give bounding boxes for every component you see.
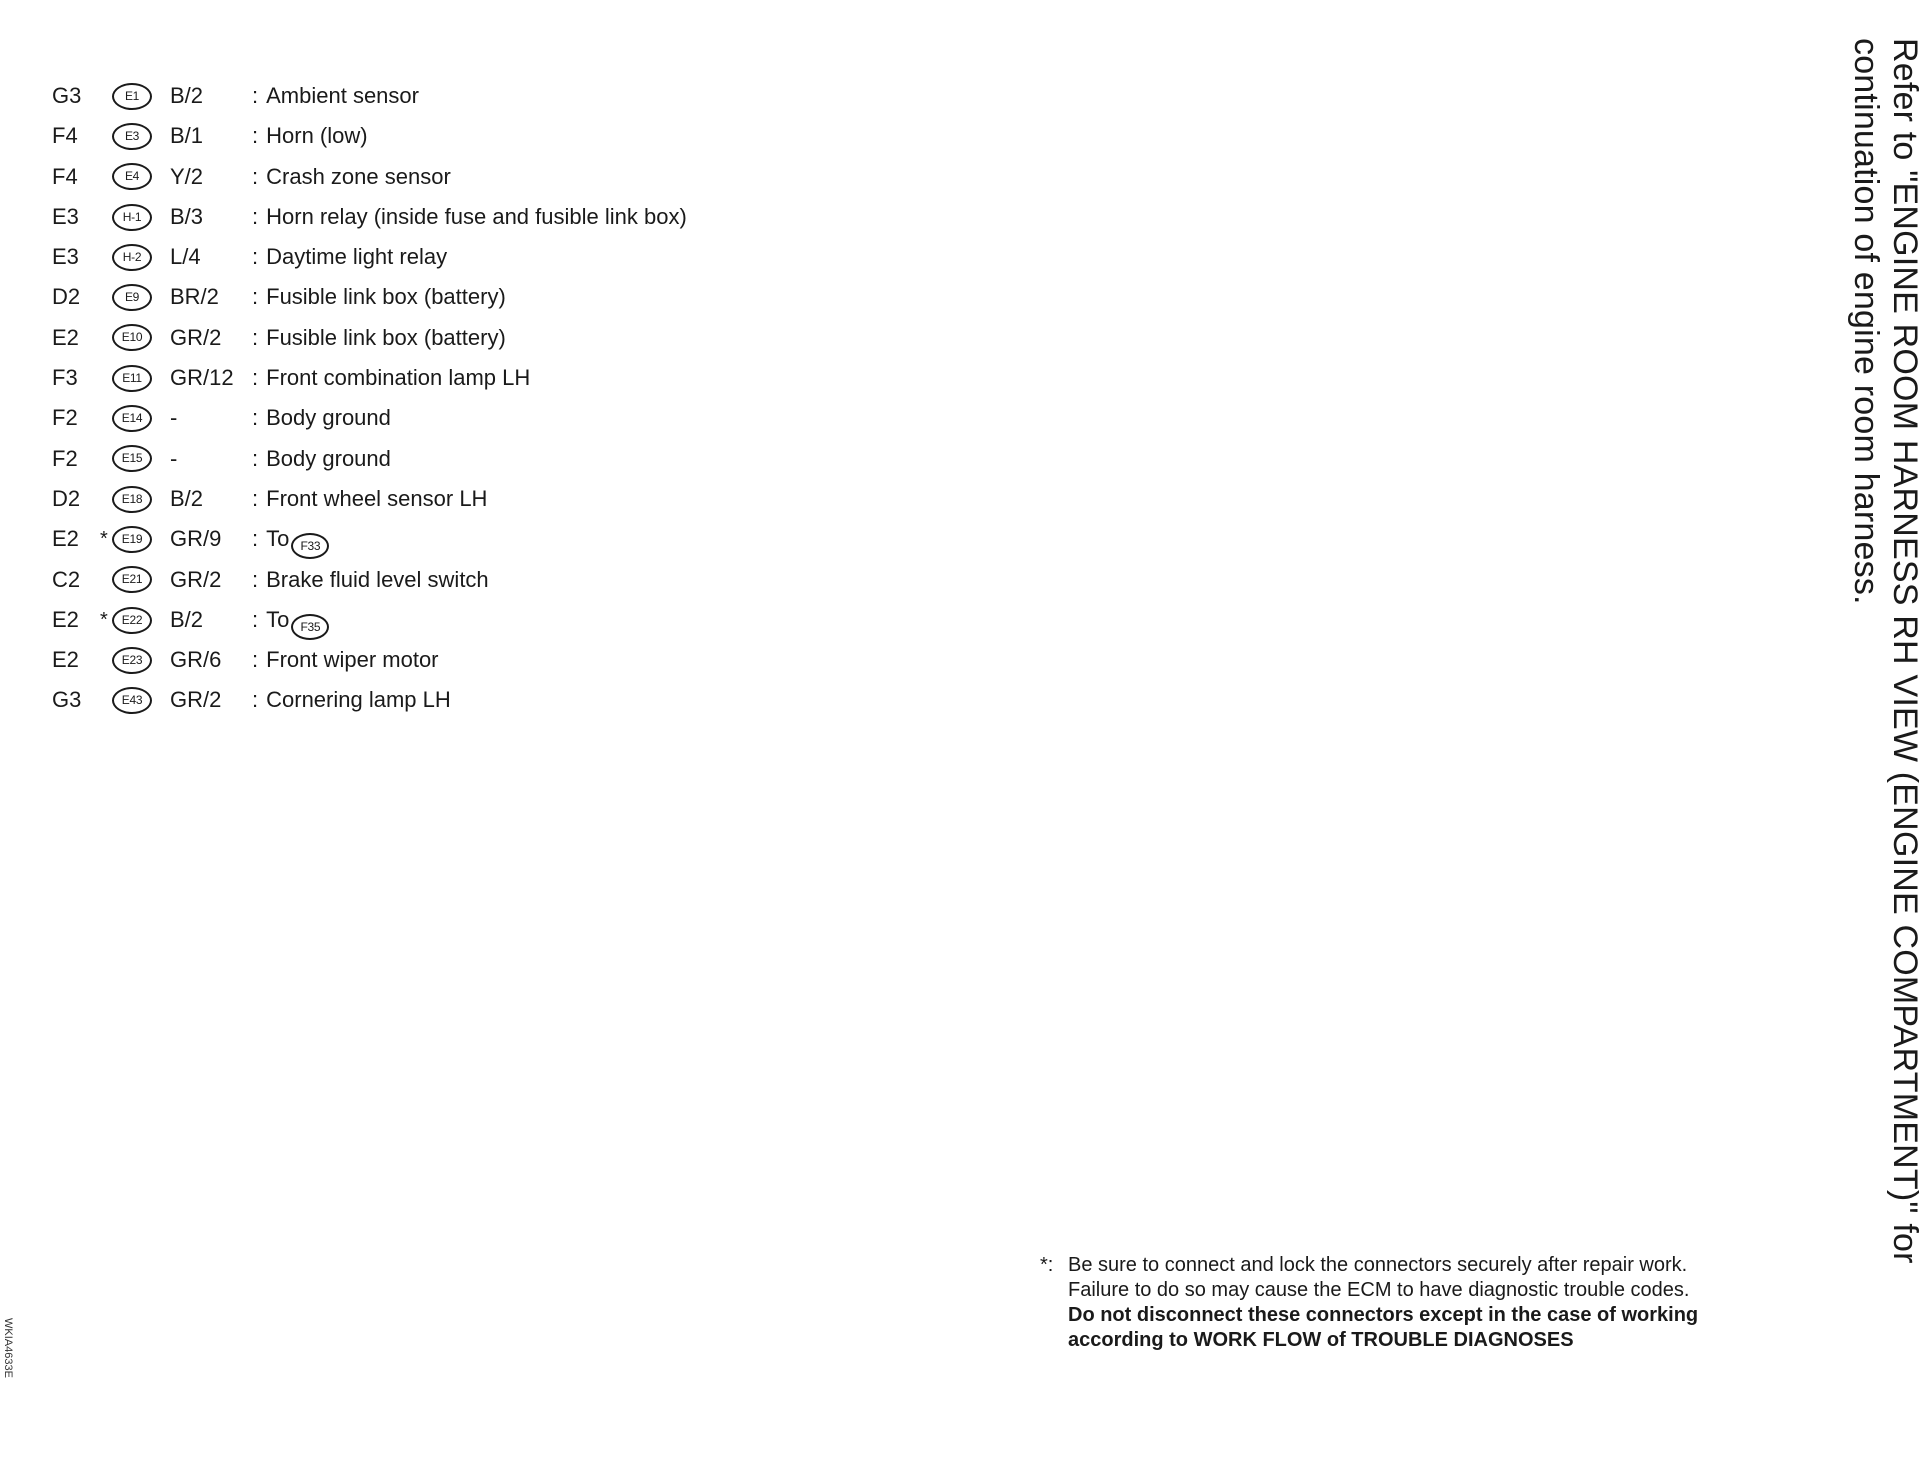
connector-badge-cell <box>112 81 152 110</box>
connector-description: Brake fluid level switch <box>266 566 489 592</box>
continuation-note: Refer to "ENGINE ROOM HARNESS RH VIEW (ENGINE COMPARTMENT)" for continuation of engine room harness. <box>1847 38 1924 1264</box>
connector-description-cell <box>252 485 487 513</box>
connector-badge-cell <box>112 605 152 634</box>
connector-description: Horn (low) <box>266 123 368 149</box>
colon-separator: : <box>252 606 259 632</box>
connector-row <box>52 199 812 239</box>
connector-number-badge: E43 <box>112 687 152 714</box>
connector-row <box>52 602 812 642</box>
target-connector-badge: F35 <box>291 614 329 640</box>
asterisk-marker: * <box>100 528 108 551</box>
connector-number-badge: E11 <box>112 365 152 392</box>
figure-id: WKIA4633E <box>2 1318 14 1378</box>
wire-color: GR/2 <box>170 687 222 713</box>
connector-badge-cell <box>112 685 152 714</box>
wire-color: GR/12 <box>170 365 234 391</box>
connector-row <box>52 642 812 682</box>
target-connector-badge: F33 <box>291 533 329 559</box>
wire-color: BR/2 <box>170 284 219 310</box>
grid-reference: F4 <box>52 163 78 189</box>
connector-description: Daytime light relay <box>266 244 448 270</box>
connector-row <box>52 239 812 279</box>
connector-description: Front wiper motor <box>266 647 439 673</box>
grid-reference: G3 <box>52 83 82 108</box>
wire-color: B/2 <box>170 83 204 108</box>
connector-description-cell <box>252 122 368 150</box>
colon-separator: : <box>252 83 259 108</box>
connector-description-cell <box>252 445 391 473</box>
connector-description-cell <box>252 525 329 559</box>
connector-description: Fusible link box (battery) <box>266 284 506 310</box>
connector-row <box>52 320 812 360</box>
wire-color: GR/6 <box>170 647 222 673</box>
grid-reference: E2 <box>52 324 79 350</box>
connector-number-badge: E23 <box>112 647 152 674</box>
wire-color: - <box>170 405 178 431</box>
colon-separator: : <box>252 405 259 431</box>
connector-description: Ambient sensor <box>266 83 419 108</box>
connector-row <box>52 159 812 199</box>
colon-separator: : <box>252 485 259 511</box>
wire-color: B/2 <box>170 606 204 632</box>
connector-description-cell <box>252 203 687 231</box>
wire-color: L/4 <box>170 244 201 270</box>
colon-separator: : <box>252 244 259 270</box>
connector-number-badge: E15 <box>112 445 152 472</box>
connector-description: Cornering lamp LH <box>266 687 451 713</box>
connector-badge-cell <box>112 363 152 392</box>
connector-description: To <box>266 526 290 552</box>
grid-reference: E3 <box>52 244 79 270</box>
grid-reference: E2 <box>52 526 79 552</box>
connector-badge-cell <box>112 403 152 432</box>
grid-reference: F3 <box>52 365 78 391</box>
colon-separator: : <box>252 365 259 391</box>
connector-badge-cell <box>112 242 152 271</box>
grid-reference: F2 <box>52 405 78 431</box>
colon-separator: : <box>252 324 259 350</box>
colon-separator: : <box>252 163 259 189</box>
connector-number-badge: E9 <box>112 284 152 311</box>
grid-reference: D2 <box>52 485 81 511</box>
connector-description-cell <box>252 283 506 311</box>
connector-description-cell <box>252 364 530 392</box>
connector-description: Body ground <box>266 405 391 431</box>
connector-description: Horn relay (inside fuse and fusible link box) <box>266 203 687 229</box>
footnote-line-3: Do not disconnect these connectors except in the case of working <box>1068 1304 1699 1326</box>
connector-number-badge: H-1 <box>112 204 152 231</box>
grid-reference: F2 <box>52 445 78 471</box>
connector-row <box>52 400 812 440</box>
connector-description-cell <box>252 243 447 271</box>
connector-number-badge: E10 <box>112 324 152 351</box>
colon-separator: : <box>252 123 259 149</box>
colon-separator: : <box>252 284 259 310</box>
wire-color: GR/2 <box>170 324 222 350</box>
wire-color: GR/9 <box>170 526 222 552</box>
grid-reference: E2 <box>52 647 79 673</box>
connector-description: To <box>266 606 290 632</box>
connector-badge-cell <box>112 323 152 352</box>
connector-number-badge: E22 <box>112 607 152 634</box>
wire-color: B/2 <box>170 485 204 511</box>
connector-badge-cell <box>112 484 152 513</box>
connector-footnote <box>1040 1253 1820 1353</box>
wire-color: Y/2 <box>170 163 204 189</box>
connector-number-badge: E21 <box>112 566 152 593</box>
connector-description: Fusible link box (battery) <box>266 324 506 350</box>
connector-row <box>52 481 812 521</box>
connector-number-badge: E14 <box>112 405 152 432</box>
wire-color: B/3 <box>170 203 204 229</box>
grid-reference: E3 <box>52 203 79 229</box>
colon-separator: : <box>252 647 259 673</box>
grid-reference: F4 <box>52 123 78 149</box>
connector-row <box>52 682 812 722</box>
connector-badge-cell <box>112 282 152 311</box>
connector-description-cell <box>252 686 451 714</box>
connector-description-cell <box>252 566 489 594</box>
asterisk-marker: * <box>100 608 108 631</box>
connector-number-badge: E3 <box>112 123 152 150</box>
wire-color: B/1 <box>170 123 204 149</box>
connector-row <box>52 78 812 118</box>
connector-badge-cell <box>112 202 152 231</box>
connector-number-badge: E1 <box>112 83 152 110</box>
colon-separator: : <box>252 566 259 592</box>
connector-number-badge: E18 <box>112 486 152 513</box>
connector-number-badge: E19 <box>112 526 152 553</box>
connector-description: Body ground <box>266 445 391 471</box>
connector-number-badge: H-2 <box>112 244 152 271</box>
colon-separator: : <box>252 203 259 229</box>
footnote-line-4: according to WORK FLOW of TROUBLE DIAGNOSES <box>1068 1329 1574 1351</box>
connector-description-cell <box>252 606 329 640</box>
connector-row <box>52 441 812 481</box>
connector-badge-cell <box>112 162 152 191</box>
connector-description-cell <box>252 82 419 110</box>
connector-row <box>52 360 812 400</box>
connector-badge-cell <box>112 121 152 150</box>
wire-color: - <box>170 445 178 471</box>
footnote-line-2: Failure to do so may cause the ECM to have diagnostic trouble codes. <box>1068 1279 1690 1301</box>
footnote-marker: *: <box>1040 1254 1054 1276</box>
grid-reference: E2 <box>52 606 79 632</box>
connector-number-badge: E4 <box>112 163 152 190</box>
connector-description-cell <box>252 646 439 674</box>
connector-description-cell <box>252 404 391 432</box>
connector-badge-cell <box>112 565 152 594</box>
connector-badge-cell <box>112 444 152 473</box>
colon-separator: : <box>252 526 259 552</box>
grid-reference: D2 <box>52 284 81 310</box>
colon-separator: : <box>252 445 259 471</box>
connector-row <box>52 118 812 158</box>
connector-badge-cell <box>112 645 152 674</box>
connector-row <box>52 521 812 561</box>
connector-badge-cell <box>112 524 152 553</box>
connector-row <box>52 562 812 602</box>
connector-description-cell <box>252 324 506 352</box>
colon-separator: : <box>252 687 259 713</box>
connector-description: Crash zone sensor <box>266 163 451 189</box>
footnote-line-1: Be sure to connect and lock the connectors securely after repair work. <box>1068 1254 1688 1276</box>
connector-description: Front combination lamp LH <box>266 365 531 391</box>
grid-reference: G3 <box>52 687 82 713</box>
connector-description-cell <box>252 163 451 191</box>
connector-list <box>52 78 812 723</box>
connector-description: Front wheel sensor LH <box>266 485 488 511</box>
grid-reference: C2 <box>52 566 81 592</box>
connector-row <box>52 279 812 319</box>
wire-color: GR/2 <box>170 566 222 592</box>
